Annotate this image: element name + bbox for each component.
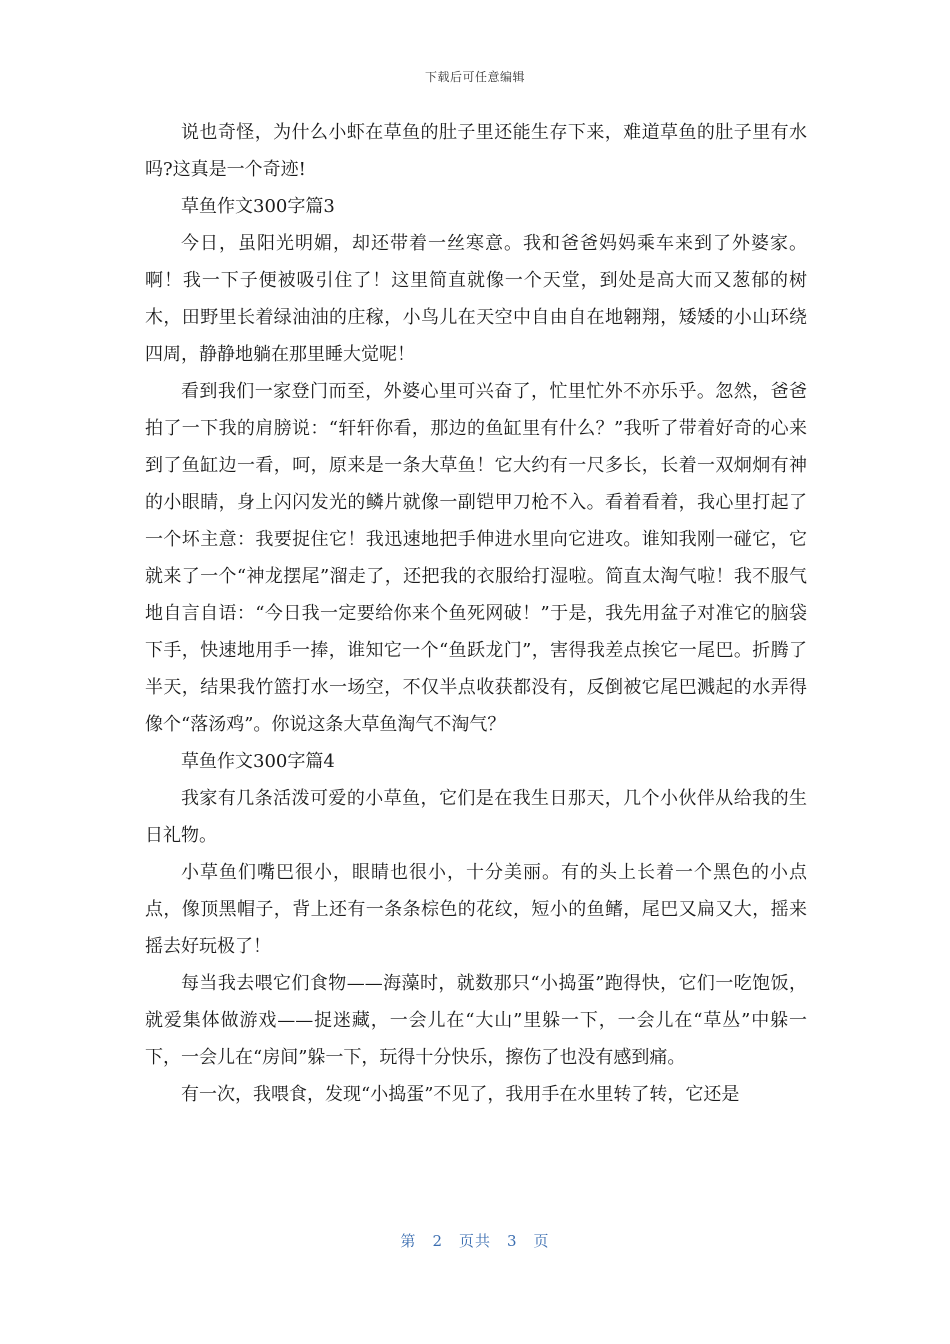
body-text: [145, 114, 807, 1113]
section-heading: 草鱼作文300字篇3: [181, 196, 335, 217]
header-note: 下载后可任意编辑: [424, 70, 525, 84]
paragraph: 每当我去喂它们食物——海藻时，就数那只“小捣蛋”跑得快，它们一吃饱饭，就爱集体做游戏——捉迷藏，一会儿在“大山”里躲一下，一会儿在“草丛”中躲一下，一会儿在“房间”躲一下，玩得十分快乐，擦伤了也没有感到痛。: [145, 973, 807, 1068]
total-pages-number: 3: [507, 1232, 518, 1250]
paragraph: 看到我们一家登门而至，外婆心里可兴奋了，忙里忙外不亦乐乎。忽然，爸爸拍了一下我的肩膀说：“轩轩你看，那边的鱼缸里有什么？”我听了带着好奇的心来到了鱼缸边一看，呵，原来是一条大草鱼！它大约有一尺多长，长着一双炯炯有神的小眼睛，身上闪闪发光的鳞片就像一副铠甲刀枪不入。看着看着，我心里打起了一个坏主意：我要捉住它！我迅速地把手伸进水里向它进攻。谁知我刚一碰它，它就来了一个“神龙摆尾”溜走了，还把我的衣服给打湿啦。简直太淘气啦！我不服气地自言自语：“今日我一定要给你来个鱼死网破！”于是，我先用盆子对准它的脑袋下手，快速地用手一捧，谁知它一个“鱼跃龙门”，害得我差点挨它一尾巴。折腾了半天，结果我竹篮打水一场空，不仅半点收获都没有，反倒被它尾巴溅起的水弄得像个“落汤鸡”。你说这条大草鱼淘气不淘气？: [145, 381, 807, 735]
paragraph: 今日，虽阳光明媚，却还带着一丝寒意。我和爸爸妈妈乘车来到了外婆家。啊！我一下子便被吸引住了！这里简直就像一个天堂，到处是高大而又葱郁的树木，田野里长着绿油油的庄稼，小鸟儿在天空中自由自在地翱翔，矮矮的小山环绕四周，静静地躺在那里睡大觉呢！: [145, 233, 807, 365]
page-footer: [0, 1230, 950, 1251]
section-heading: 草鱼作文300字篇4: [181, 751, 335, 772]
paragraph: 说也奇怪，为什么小虾在草鱼的肚子里还能生存下来，难道草鱼的肚子里有水吗?这真是一个奇迹!: [145, 122, 807, 180]
paragraph: 我家有几条活泼可爱的小草鱼，它们是在我生日那天，几个小伙伴从给我的生日礼物。: [145, 788, 807, 846]
footer-prefix: 第: [400, 1232, 417, 1250]
current-page-number: 2: [432, 1232, 443, 1250]
paragraph: 有一次，我喂食，发现“小捣蛋”不见了，我用手在水里转了转，它还是: [181, 1084, 740, 1105]
paragraph: 小草鱼们嘴巴很小，眼睛也很小，十分美丽。有的头上长着一个黑色的小点点，像顶黑帽子，背上还有一条条棕色的花纹，短小的鱼鳍，尾巴又扁又大，摇来摇去好玩极了！: [145, 862, 807, 957]
footer-suffix: 页: [533, 1232, 550, 1250]
footer-middle: 页共: [458, 1232, 491, 1250]
